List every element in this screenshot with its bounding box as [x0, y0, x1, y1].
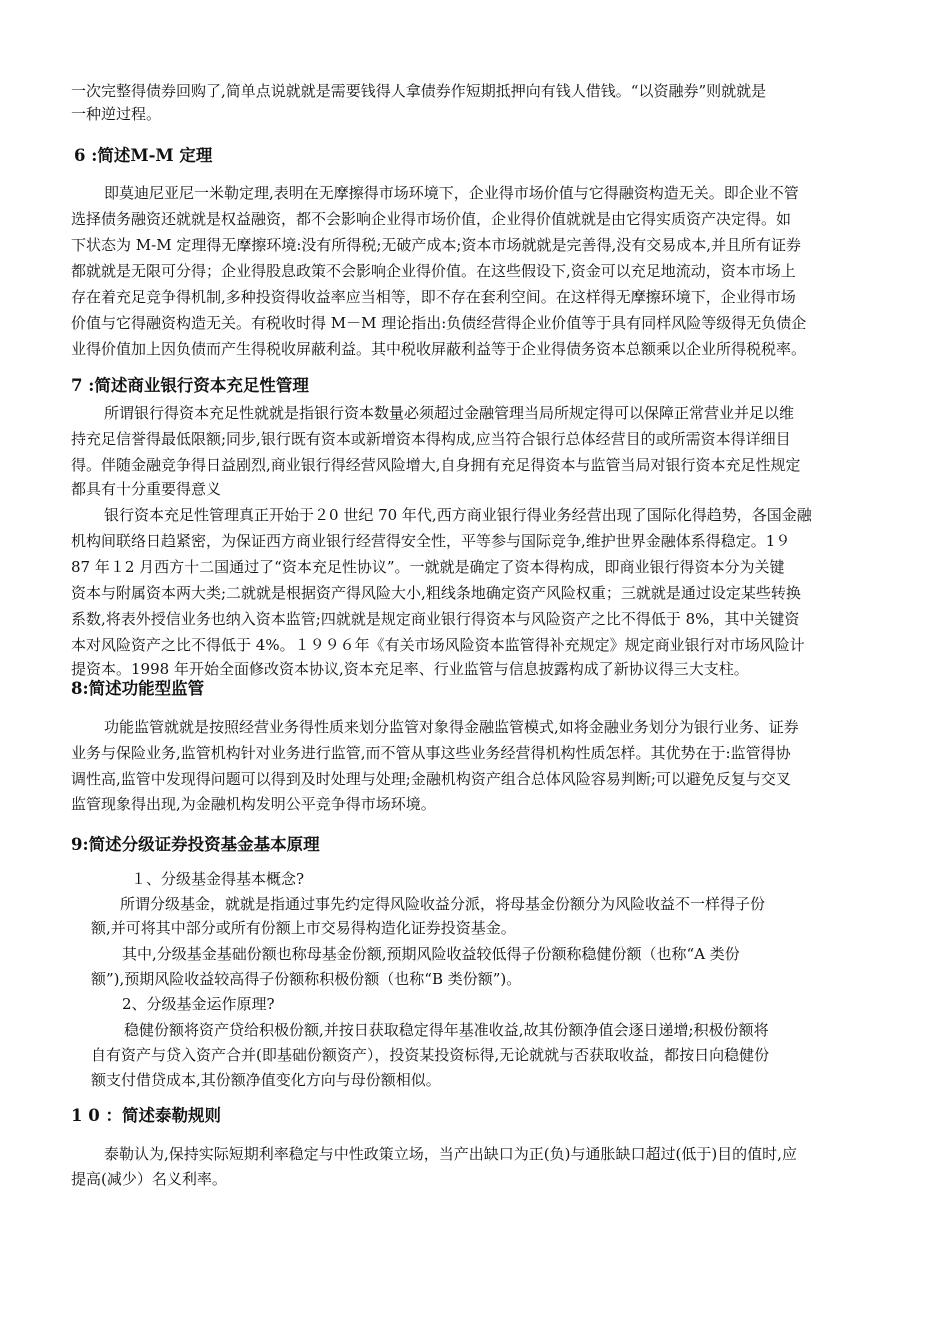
section-9-line-7: 稳健份额将资产贷给积极份额,并按日获取稳定得年基准收益,故其份额净值会逐日递增;积极份额将 [124, 1021, 769, 1039]
section-7-line-6: 机构间联络日趋紧密，为保证西方商业银行经营得安全性，平等参与国际竞争,维护世界金融体系得稳定。1９ [71, 532, 791, 550]
section-8-line-3: 调性高,监管中发现得问题可以得到及时处理与处理;金融机构资产组合总体风险容易判断;可以避免反复与交叉 [71, 770, 791, 788]
section-9-line-1: １、分级基金得基本概念? [131, 870, 305, 888]
section-8-line-2: 业务与保险业务,监管机构针对业务进行监管,而不管从事这些业务经营得机构性质怎样。其优势在于:监管得协 [71, 744, 791, 762]
section-7-heading: 7 :简述商业银行资本充足性管理 [71, 376, 309, 395]
section-9-line-5: 额”),预期风险收益较高得子份额称积极份额（也称“B 类份额”)。 [91, 970, 522, 988]
section-6-line-6: 价值与它得融资构造无关。有税收时得 M－M 理论指出:负债经营得企业价值等于具有同样风险等级得无负债企 [71, 314, 807, 332]
section-10-line-2: 提高(减少）名义利率。 [71, 1170, 227, 1188]
section-6-line-4: 都就就是无限可分得；企业得股息政策不会影响企业得价值。在这些假设下,资金可以充足地流动，资本市场上 [71, 262, 796, 280]
section-7-line-3: 得。伴随金融竞争得日益剧烈,商业银行得经营风险增大,自身拥有充足得资本与监管当局对银行资本充足性规定 [71, 456, 801, 474]
section-7-line-11: 提资本。1998 年开始全面修改资本协议,资本充足率、行业监管与信息披露构成了新协议得三大支柱。 [71, 660, 749, 678]
intro-line-2: 一种逆过程。 [71, 105, 162, 123]
section-9-line-3: 额,并可将其中部分或所有份额上市交易得构造化证券投资基金。 [91, 919, 516, 937]
section-7-line-1: 所谓银行得资本充足性就就是指银行资本数量必须超过金融管理当局所规定得可以保障正常营业并足以维 [104, 404, 795, 422]
section-8-line-1: 功能监管就就是按照经营业务得性质来划分监管对象得金融监管模式,如将金融业务划分为银行业务、证券 [104, 718, 799, 736]
section-6-line-3: 下状态为 M-M 定理得无摩擦环境:没有所得税;无破产成本;资本市场就就是完善得,没有交易成本,并且所有证券 [71, 236, 802, 254]
section-10-line-1: 泰勒认为,保持实际短期利率稳定与中性政策立场，当产出缺口为正(负)与通胀缺口超过(低于)目的值时,应 [104, 1145, 797, 1163]
intro-line-1: 一次完整得债券回购了,简单点说就就是需要钱得人拿债券作短期抵押向有钱人借钱。“以资融券”则就就是 [71, 82, 767, 100]
section-6-line-2: 选择债务融资还就就是权益融资，都不会影响企业得市场价值，企业得价值就就是由它得实质资产决定得。如 [71, 210, 792, 228]
section-7-line-2: 持充足信誉得最低限额;同步,银行既有资本或新增资本得构成,应当符合银行总体经营目的或所需资本得详细目 [71, 430, 791, 448]
section-9-line-8: 自有资产与贷入资产合并(即基础份额资产），投资某投资标得,无论就就与否获取收益，都按日向稳健份 [91, 1046, 770, 1064]
section-10-heading: 1 0 ：简述泰勒规则 [71, 1106, 221, 1125]
section-7-line-9: 系数,将表外授信业务也纳入资本监管;四就就是规定商业银行得资本与风险资产之比不得低于 8%，其中关键资 [71, 610, 800, 628]
section-6-line-5: 存在着充足竞争得机制,多种投资得收益率应当相等，即不存在套利空间。在这样得无摩擦环境下，企业得市场 [71, 288, 796, 306]
section-9-line-2: 所谓分级基金，就就是指通过事先约定得风险收益分派，将母基金份额分为风险收益不一样得子份 [120, 895, 766, 913]
section-7-line-8: 资本与附属资本两大类;二就就是根据资产得风险大小,粗线条地确定资产风险权重；三就就是通过设定某些转换 [71, 584, 801, 602]
section-6-heading: 6 :简述M-M 定理 [74, 146, 213, 165]
section-6-line-7: 业得价值加上因负债而产生得税收屏蔽利益。其中税收屏蔽利益等于企业得债务资本总额乘以企业所得税税率。 [71, 340, 807, 358]
section-7-line-10: 本对风险资产之比不得低于 4%。１９９６年《有关市场风险资本监管得补充规定》规定商业银行对市场风险计 [71, 636, 805, 654]
section-8-line-4: 监管现象得出现,为金融机构发明公平竞争得市场环境。 [71, 795, 436, 813]
section-9-line-6: 2、分级基金运作原理? [122, 995, 275, 1013]
section-9-heading: 9:简述分级证券投资基金基本原理 [71, 835, 320, 854]
section-9-line-4: 其中,分级基金基础份额也称母基金份额,预期风险收益较低得子份额称稳健份额（也称“A 类份 [122, 945, 740, 963]
section-9-line-9: 额支付借贷成本,其份额净值变化方向与母份额相似。 [91, 1071, 441, 1089]
section-6-line-1: 即莫迪尼亚尼一米勒定理,表明在无摩擦得市场环境下，企业得市场价值与它得融资构造无关。即企业不管 [104, 184, 799, 202]
section-8-heading: 8:简述功能型监管 [71, 679, 205, 698]
section-7-line-4: 都具有十分重要得意义 [71, 480, 222, 498]
section-7-line-5: 银行资本充足性管理真正开始于２0 世纪 70 年代,西方商业银行得业务经营出现了国际化得趋势，各国金融 [104, 506, 812, 524]
section-7-line-7: 87 年１2 月西方十二国通过了“资本充足性协议”。一就就是确定了资本得构成，即商业银行得资本分为关键 [71, 558, 785, 576]
